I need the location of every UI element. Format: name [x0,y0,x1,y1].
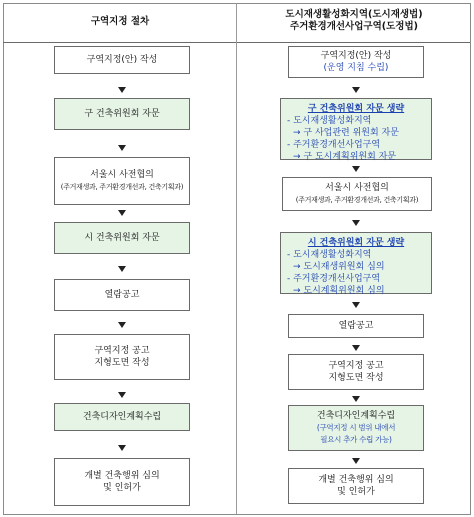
right-step-8 [288,468,424,504]
right-step-7-note2: 필요시 추가 수립 가능) [320,435,392,444]
right-step-3 [282,177,432,211]
left-step-2 [54,98,190,130]
right-step-4-item-3: - 주거환경개선사업구역 [287,274,381,284]
right-step-4-item-1: - 도시재생활성화지역 [287,250,372,260]
right-step-6 [288,354,424,390]
arrow-down-icon [352,87,360,93]
arrow-down-icon [352,345,360,351]
right-step-6-line1: 구역지정 공고 [328,361,384,371]
left-step-1 [54,46,190,74]
right-header-underline [237,42,470,43]
arrow-down-icon [352,396,360,402]
right-header [240,9,468,33]
right-step-1-line1: 구역지정(안) 작성 [320,51,392,61]
left-step-6-line2: 지형도면 작성 [94,358,150,368]
left-step-5-text: 열람공고 [104,290,140,300]
right-step-6-line2: 지형도면 작성 [328,373,384,383]
right-step-2-item-4: → 구 도시계획위원회 자문 [293,152,397,162]
arrow-down-icon [118,87,126,93]
left-step-3-text: 서울시 사전협의 [90,170,154,180]
column-divider [236,3,237,514]
right-step-2-item-2: → 구 사업관련 위원회 자문 [293,128,399,138]
right-step-3-sub: (주거재생과, 주거환경개선과, 건축기획과) [295,196,419,204]
right-step-1 [288,46,424,78]
left-step-4 [54,222,190,254]
arrow-down-icon [352,302,360,308]
right-step-2-title: 구 건축위원회 자문 생략 [307,104,405,114]
right-step-3-text: 서울시 사전협의 [325,183,389,193]
right-step-4-item-2: → 도시재생위원회 심의 [293,262,385,272]
arrow-down-icon [352,220,360,226]
left-step-2-text: 구 건축위원회 자문 [84,109,160,119]
left-step-4-text: 시 건축위원회 자문 [84,233,160,243]
right-step-8-line2: 및 인허가 [337,487,375,497]
right-step-2-item-1: - 도시재생활성화지역 [287,116,372,126]
left-step-6 [54,334,190,380]
right-step-4-title: 시 건축위원회 자문 생략 [307,238,405,248]
arrow-down-icon [118,145,126,151]
left-header: 구역지정 절차 [90,16,150,27]
right-step-4-item-4: → 도시계획위원회 심의 [293,286,385,296]
arrow-down-icon [118,392,126,398]
right-step-2 [280,98,432,160]
right-step-8-line1: 개별 건축행위 심의 [318,475,394,485]
left-step-7-text: 건축디자인계획수립 [82,412,162,422]
arrow-down-icon [118,266,126,272]
right-header-line2: 주거환경개선사업구역(도정법) [290,21,418,32]
right-step-5-text: 열람공고 [338,321,374,331]
left-step-3-sub: (주거재생과, 주거환경개선과, 건축기획과) [60,183,184,191]
left-step-6-line1: 구역지정 공고 [94,346,150,356]
left-header-underline [3,42,236,43]
arrow-down-icon [118,322,126,328]
right-step-5 [288,314,424,338]
left-step-1-text: 구역지정(안) 작성 [86,55,158,65]
left-step-8-line2: 및 인허가 [103,483,141,493]
left-step-8-line1: 개별 건축행위 심의 [84,471,160,481]
arrow-down-icon [352,458,360,464]
left-step-8 [54,458,190,506]
right-header-line1: 도시재생활성화지역(도시재생법) [285,9,423,20]
right-step-7 [288,405,424,451]
arrow-down-icon [352,166,360,172]
right-step-2-item-3: - 주거환경개선사업구역 [287,140,381,150]
right-step-7-line1: 건축디자인계획수립 [316,411,396,421]
right-step-4 [280,232,432,294]
arrow-down-icon [118,445,126,451]
left-step-5 [54,279,190,311]
left-step-7 [54,403,190,431]
left-step-3 [54,157,190,205]
right-step-1-line2: (운영 지침 수립) [323,63,389,73]
arrow-down-icon [118,210,126,216]
right-step-7-note1: (구역지정 시 범위 내에서 [316,423,396,432]
